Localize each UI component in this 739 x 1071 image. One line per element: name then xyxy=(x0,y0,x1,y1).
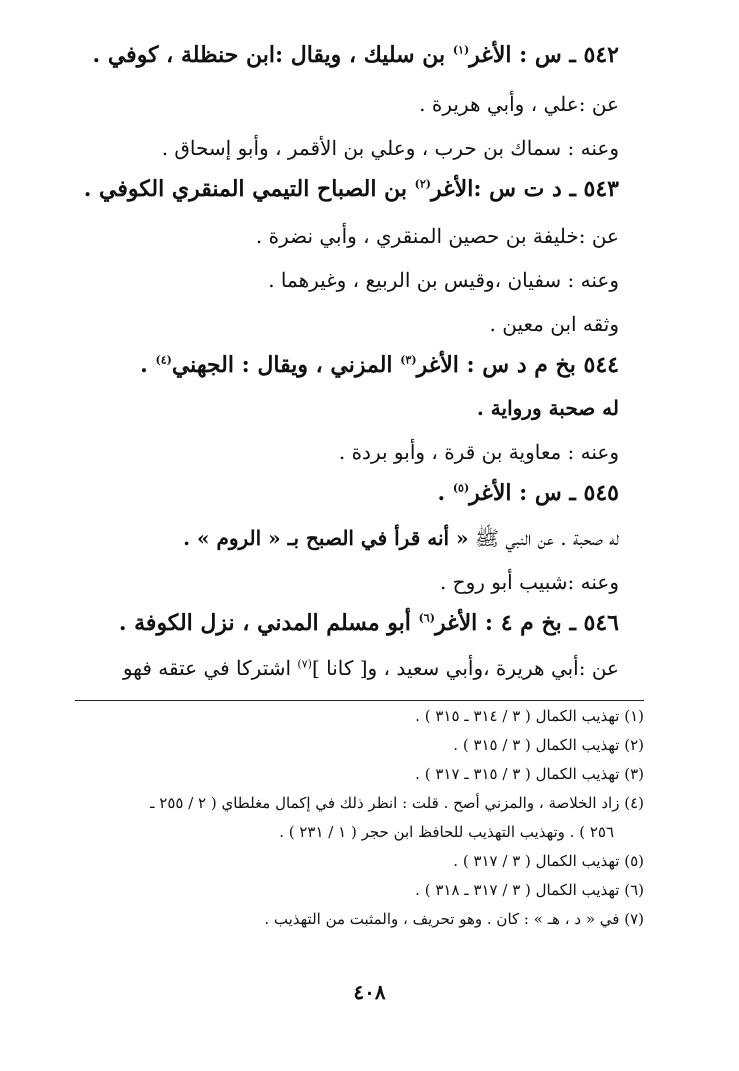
entry-546-heading-part-b: أبو مسلم المدني ، نزل الكوفة . xyxy=(118,610,411,636)
footnote-ref-3[interactable]: (٣) xyxy=(400,353,417,367)
footnote-ref-4[interactable]: (٤) xyxy=(155,353,172,367)
entry-544-heading-part-a: ٥٤٤ بخ م د س : الأغر xyxy=(416,352,619,378)
entry-542-heading-part-a: ٥٤٢ ـ س : الأغر xyxy=(469,42,619,68)
footnote-ref-6[interactable]: (٦) xyxy=(418,611,435,625)
entry-545-heading-part-a: ٥٤٥ ـ س : الأغر xyxy=(469,480,619,506)
entry-542-heading-part-b: بن سليك ، ويقال :ابن حنظلة ، كوفي . xyxy=(92,42,446,68)
entry-546-heading xyxy=(80,610,619,636)
entry-542-heading xyxy=(80,42,619,68)
entry-543-heading-part-b: بن الصباح التيمي المنقري الكوفي . xyxy=(83,176,407,202)
footnote-4-line-1: (٤) زاد الخلاصة ، والمزني أصح . قلت : انظر ذلك في إكمال مغلطاي ( ٢ / ٢٥٥ ـ xyxy=(150,794,644,812)
entry-543-heading xyxy=(80,176,619,202)
entry-545-hadith xyxy=(80,526,619,555)
entry-546-from xyxy=(80,656,619,680)
footnote-1: (١) تهذيب الكمال ( ٣ / ٣١٤ ـ ٣١٥ ) . xyxy=(415,707,644,725)
entry-544-heading xyxy=(80,352,619,378)
page-number: ٤٠٨ xyxy=(353,980,386,1004)
footnote-ref-2[interactable]: (٢) xyxy=(414,177,432,191)
footnote-divider xyxy=(75,700,644,701)
footnote-ref-5[interactable]: (٥) xyxy=(452,481,470,495)
entry-546-from-part-a: عن :أبي هريرة ،وأبي سعيد ، و[ كانا ] xyxy=(311,656,619,680)
entry-543-narrators: وعنه : سفيان ،وقيس بن الربيع ، وغيرهما . xyxy=(268,268,619,292)
entry-545-heading xyxy=(80,480,619,506)
entry-544-companionship: له صحبة ورواية . xyxy=(476,396,619,420)
footnote-2: (٢) تهذيب الكمال ( ٣ / ٣١٥ ) . xyxy=(453,736,644,754)
footnote-6: (٦) تهذيب الكمال ( ٣ / ٣١٧ ـ ٣١٨ ) . xyxy=(415,881,644,899)
entry-545-hadith-intro: له صحبة . عن النبي ﷺ xyxy=(474,526,619,550)
entry-545-heading-part-b: . xyxy=(437,480,446,506)
entry-544-narrators: وعنه : معاوية بن قرة ، وأبو بردة . xyxy=(338,440,619,464)
entry-546-from-part-b: اشتركا في عتقه فهو xyxy=(122,656,292,680)
entry-543-reliability: وثقه ابن معين . xyxy=(489,312,619,336)
entry-544-heading-part-c: . xyxy=(140,352,148,378)
footnote-5: (٥) تهذيب الكمال ( ٣ / ٣١٧ ) . xyxy=(453,852,644,870)
entry-543-from: عن :خليفة بن حصين المنقري ، وأبي نضرة . xyxy=(255,224,619,248)
entry-546-heading-part-a: ٥٤٦ ـ بخ م ٤ : الأغر xyxy=(434,610,619,636)
entry-545-hadith-quote: « أنه قرأ في الصبح بـ « الروم » . xyxy=(183,526,469,550)
entry-545-narrators: وعنه :شبيب أبو روح . xyxy=(439,570,619,594)
entry-543-heading-part-a: ٥٤٣ ـ د ت س :الأغر xyxy=(431,176,619,202)
footnote-ref-7[interactable]: (٧) xyxy=(297,657,312,671)
footnote-4-line-2: ٢٥٦ ) . وتهذيب التهذيب للحافظ ابن حجر ( ١ / ٢٣١ ) . xyxy=(279,823,614,841)
footnote-7: (٧) في « د ، هـ » : كان . وهو تحريف ، والمثبت من التهذيب . xyxy=(264,910,644,928)
entry-542-from: عن :علي ، وأبي هريرة . xyxy=(419,92,619,116)
entry-542-narrators: وعنه : سماك بن حرب ، وعلي بن الأقمر ، وأبو إسحاق . xyxy=(161,136,619,160)
footnote-ref-1[interactable]: (١) xyxy=(452,43,470,57)
footnote-3: (٣) تهذيب الكمال ( ٣ / ٣١٥ ـ ٣١٧ ) . xyxy=(415,765,644,783)
entry-544-heading-part-b: المزني ، ويقال : الجهني xyxy=(171,352,393,378)
